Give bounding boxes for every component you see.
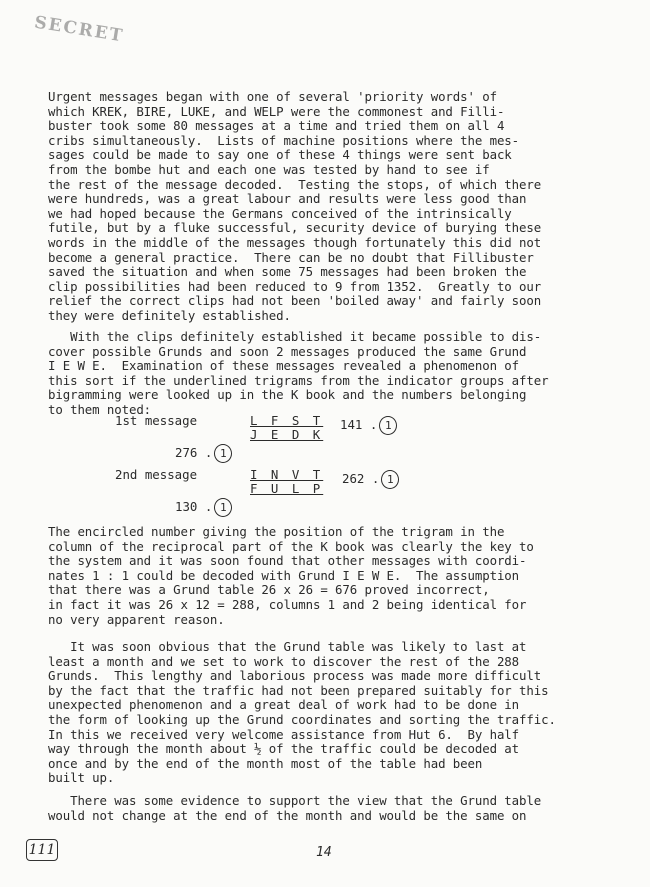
example-1-trigram-a: L F S T <box>250 413 324 428</box>
example-2-label: 2nd message <box>115 467 198 482</box>
example-2-trigram-a: I N V T <box>250 467 324 482</box>
classification-stamp: SECRET <box>32 12 126 47</box>
paragraph-evidence: There was some evidence to support the view that the Grund table would not change at the end of the month and would be the same on <box>48 793 542 823</box>
circled-number: 1 <box>379 416 397 435</box>
paragraph-fillibuster: Urgent messages began with one of several 'priority words' of which KREK, BIRE, LUKE, and WELP were the commonest and Filli- buster took some 80 messages at a time and tried them on all 4 cribs simultaneously. Lists of machine positions where the mes- sages could be made to say one of these 4 things were sent back from the bombe hut and each one was tested by hand to see if the rest of the message decoded. Testing the stops, of which there were hundreds, was a great labour and results were less good than we had hoped because the Germans conceived of the intrinsically futile, but by a fluke successful, security device of burying these words in the middle of the messages though fortunately this did not become a general practice. There can be no doubt that Fillibuster saved the situation and when some 75 messages had been broken the clip possibilities had been reduced to 9 from 1352. Greatly to our relief the correct clips had not been 'boiled away' and fairly soon they were definitely established. <box>48 89 542 323</box>
example-2-number-a: 262 . 1 <box>342 470 399 489</box>
circled-number: 1 <box>214 444 232 463</box>
folio-box: 111 <box>26 839 58 861</box>
paragraph-grund-table: It was soon obvious that the Grund table was likely to last at least a month and we set to work to discover the rest of the 288 Grunds. This lengthy and laborious process was made more difficult by the fact that the traffic had not been prepared suitably for this unexpected phenomenon and a great deal of work had to be done in the form of looking up the Grund coordinates and sorting the traffic. In this we received very welcome assistance from Hut 6. By half way through the month about ½ of the traffic could be decoded at once and by the end of the month most of the table had been built up. <box>48 639 556 786</box>
circled-number: 1 <box>381 470 399 489</box>
example-1-label: 1st message <box>115 413 198 428</box>
example-1-trigram-b: J E D K <box>250 427 324 442</box>
example-1-number-a: 141 . 1 <box>340 416 397 435</box>
example-2-trigram-b: F U L P <box>250 481 324 496</box>
paragraph-clips: With the clips definitely established it became possible to dis- cover possible Grunds and soon 2 messages produced the same Grund I E W E. Examination of these messages revealed a phenomenon of this sort if the underlined trigrams from the indicator groups after bigramming were looked up in the K book and the numbers belonging to them noted: <box>48 329 549 417</box>
circled-number: 1 <box>214 498 232 517</box>
paragraph-encircled-number: The encircled number giving the position of the trigram in the column of the reciprocal part of the K book was clearly the key to the system and it was soon found that other messages with coordi- nates 1 : 1 could be decoded with Grund I E W E. The assumption that there was a Grund table 26 x 26 = 676 proved incorrect, in fact it was 26 x 12 = 288, columns 1 and 2 being identical for no very apparent reason. <box>48 524 534 627</box>
page-number: 14 <box>316 845 332 860</box>
example-1-number-b: 276 . 1 <box>175 444 232 463</box>
example-2-number-b: 130 . 1 <box>175 498 232 517</box>
